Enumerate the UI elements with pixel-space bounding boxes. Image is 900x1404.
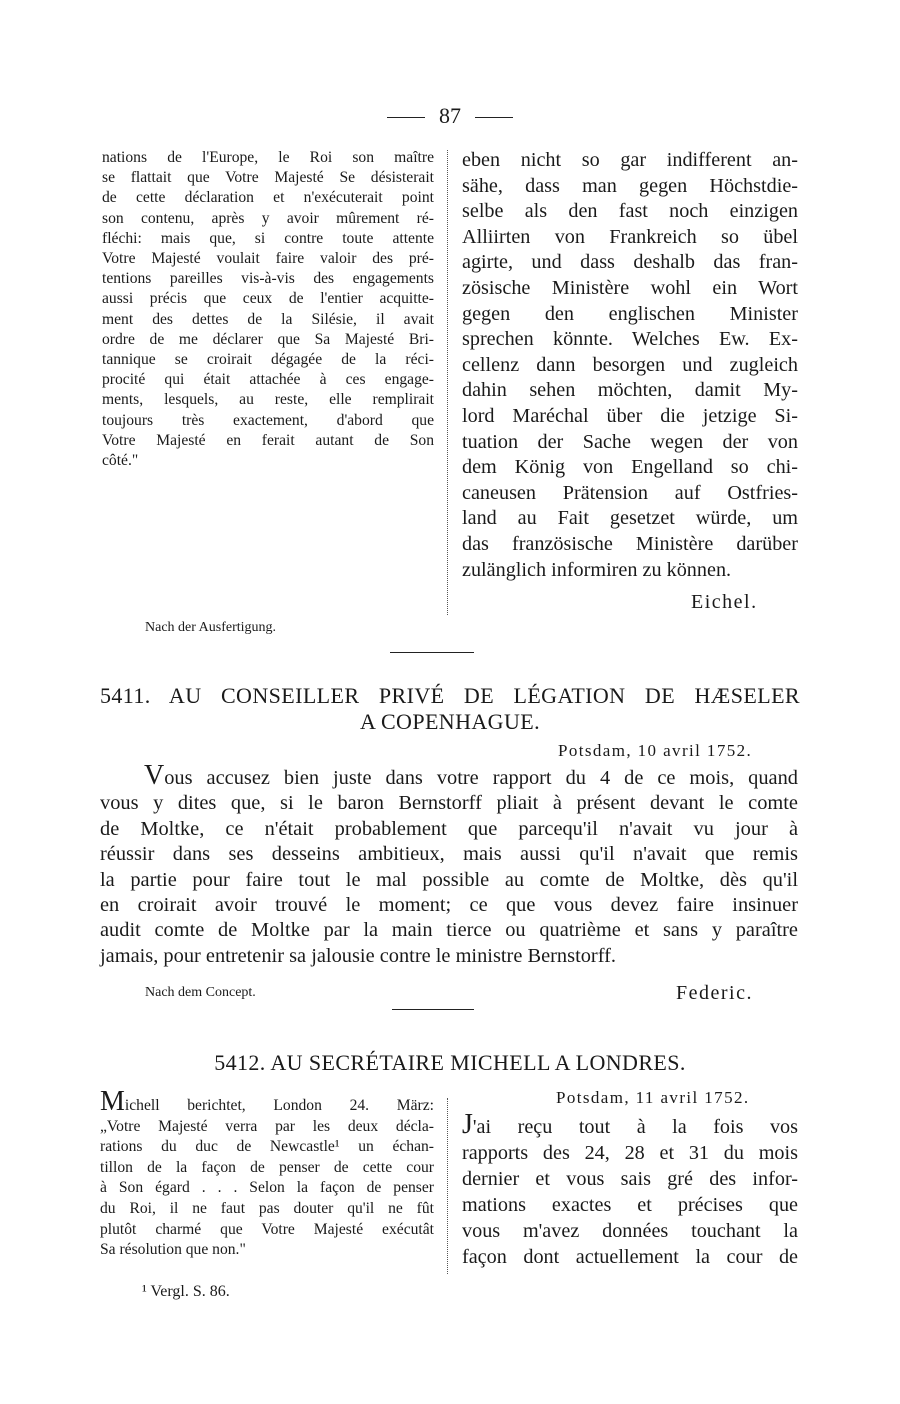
text-line: vous m'avez données touchant la [462, 1220, 798, 1242]
text-line: du Roi, il ne faut pas douter qu'il ne fût [100, 1199, 434, 1217]
text-line: tannique se croirait dégagée de la réci- [102, 351, 434, 369]
text-line: zösische Ministère wohl ein Wort [462, 276, 798, 299]
heading-line: 5411. AU CONSEILLER PRIVÉ DE LÉGATION DE HÆSELER [100, 683, 800, 708]
column-divider [447, 150, 448, 615]
text-line: se flattait que Votre Majesté Se désisterait [102, 169, 434, 187]
text-line: rapports des 24, 28 et 31 du mois [462, 1142, 798, 1164]
text-line: ments, lesquels, au reste, elle remplirait [102, 391, 434, 409]
text-line: dem König von Engelland so chi- [462, 456, 798, 479]
text-line: gegen den englischen Minister [462, 302, 798, 325]
letter-5412-summary-column [100, 1086, 434, 1261]
text-line: selbe als den fast noch einzigen [462, 200, 798, 223]
text-line: mations exactes et précises que [462, 1194, 798, 1216]
text-line [100, 760, 798, 791]
text-line: sprechen könnte. Welches Ew. Ex- [462, 328, 798, 351]
text-line: vous y dites que, si le baron Bernstorff pliait à présent devant le comte [100, 792, 798, 815]
section1-left-column [102, 148, 434, 471]
text-line: agirte, und dass deshalb das fran- [462, 251, 798, 274]
text-line: Alliirten von Frankreich so übel [462, 225, 798, 248]
text-line: côté." [102, 452, 139, 470]
source-note: Nach der Ausfertigung. [145, 620, 277, 635]
folio-dash-right [475, 117, 513, 118]
text-line [462, 1109, 798, 1140]
letter-5411-body [100, 760, 798, 969]
text-line: procité qui était attachée à ces engage- [102, 371, 434, 389]
text-line: nations de l'Europe, le Roi son maître [102, 149, 434, 166]
page-number [0, 103, 900, 129]
text-line-content: 'ai reçu tout à la fois vos [472, 1116, 798, 1138]
folio-dash-left [387, 117, 425, 118]
dateline: Potsdam, 10 avril 1752. [558, 741, 753, 760]
text-line: plutôt charmé que Votre Majesté exécutât [100, 1220, 434, 1238]
heading-line: A COPENHAGUE. [360, 709, 540, 734]
text-line: façon dont actuellement la cour de [462, 1246, 798, 1268]
text-line: Sa résolution que non." [100, 1241, 246, 1259]
text-line: de cette déclaration et n'exécuterait point [102, 189, 434, 207]
text-line: Votre Majesté voulait faire valoir des pré- [102, 250, 434, 268]
text-line: son contenu, après y avoir mûrement ré- [102, 209, 434, 227]
text-line: de Moltke, ce n'était probablement que parcequ'il n'avait vu jour à [100, 817, 798, 840]
text-line: fléchi: mais que, si contre toute attente [102, 229, 434, 247]
text-line: réussir dans ses desseins ambitieux, mais aussi qu'il n'avait que remis [100, 843, 798, 866]
text-line: Votre Majesté en ferait autant de Son [102, 431, 434, 449]
letter-5412-heading: 5412. AU SECRÉTAIRE MICHELL A LONDRES. [214, 1050, 686, 1075]
text-line: caneusen Prätension auf Ostfries- [462, 481, 798, 504]
text-line: en croirait avoir trouvé le moment; ce que vous devez faire insinuer [100, 894, 798, 917]
text-line: ment des dettes de la Silésie, il avait [102, 310, 434, 328]
text-line: sähe, dass man gegen Höchstdie- [462, 174, 798, 197]
dateline: Potsdam, 11 avril 1752. [556, 1088, 750, 1107]
letter-5412-body-column [462, 1109, 798, 1270]
text-line: lord Maréchal über die jetzige Si- [462, 404, 798, 427]
footnote: ¹ Vergl. S. 86. [142, 1283, 230, 1300]
text-line: tillon de la façon de penser de cette cour [100, 1158, 434, 1176]
signature-eichel: Eichel. [691, 591, 758, 613]
text-line: tuation der Sache wegen der von [462, 430, 798, 453]
text-line: eben nicht so gar indifferent an- [462, 149, 798, 171]
source-note: Nach dem Concept. [145, 985, 256, 1000]
section-rule [390, 652, 474, 653]
page-number-text: 87 [439, 103, 461, 128]
drop-cap: M [100, 1086, 125, 1117]
letter-5411-heading [100, 683, 800, 735]
signature-federic: Federic. [676, 982, 753, 1004]
text-line: zulänglich informiren zu können. [462, 558, 732, 581]
text-line-content: ous accusez bien juste dans votre rapport du 4 de ce mois, quand [164, 767, 798, 789]
text-line: das französische Ministère darüber [462, 532, 798, 555]
text-line: ordre de me déclarer que Sa Majesté Bri- [102, 330, 434, 348]
text-line: aussi précis que ceux de l'entier acquitte- [102, 290, 434, 308]
text-line: la partie pour faire tout le mal possible au comte de Moltke, dès qu'il [100, 868, 798, 891]
text-line [100, 1086, 434, 1117]
text-line: dernier et vous sais gré des infor- [462, 1168, 798, 1190]
section-rule [392, 1009, 474, 1010]
text-line: rations du duc de Newcastle¹ un échan- [100, 1138, 434, 1156]
drop-cap: J [462, 1109, 473, 1140]
column-divider [447, 1098, 448, 1274]
drop-cap: V [144, 760, 165, 791]
text-line: land au Fait gesetzet würde, um [462, 507, 798, 530]
text-line: „Votre Majesté verra par les deux décla- [100, 1117, 434, 1135]
text-line: à Son égard . . . Selon la façon de penser [100, 1179, 434, 1197]
text-line: dahin sehen möchten, damit My- [462, 379, 798, 402]
text-line: cellenz dann besorgen und zugleich [462, 353, 798, 376]
text-line-content: ichell berichtet, London 24. März: [124, 1097, 434, 1114]
section1-right-column [462, 148, 798, 583]
text-line: tentions pareilles vis-à-vis des engagements [102, 270, 434, 288]
text-line: audit comte de Moltke par la main tierce ou quatrième et sans y paraître [100, 919, 798, 942]
text-line: jamais, pour entretenir sa jalousie contre le ministre Bernstorff. [100, 944, 617, 967]
text-line: toujours très exactement, d'abord que [102, 411, 434, 429]
